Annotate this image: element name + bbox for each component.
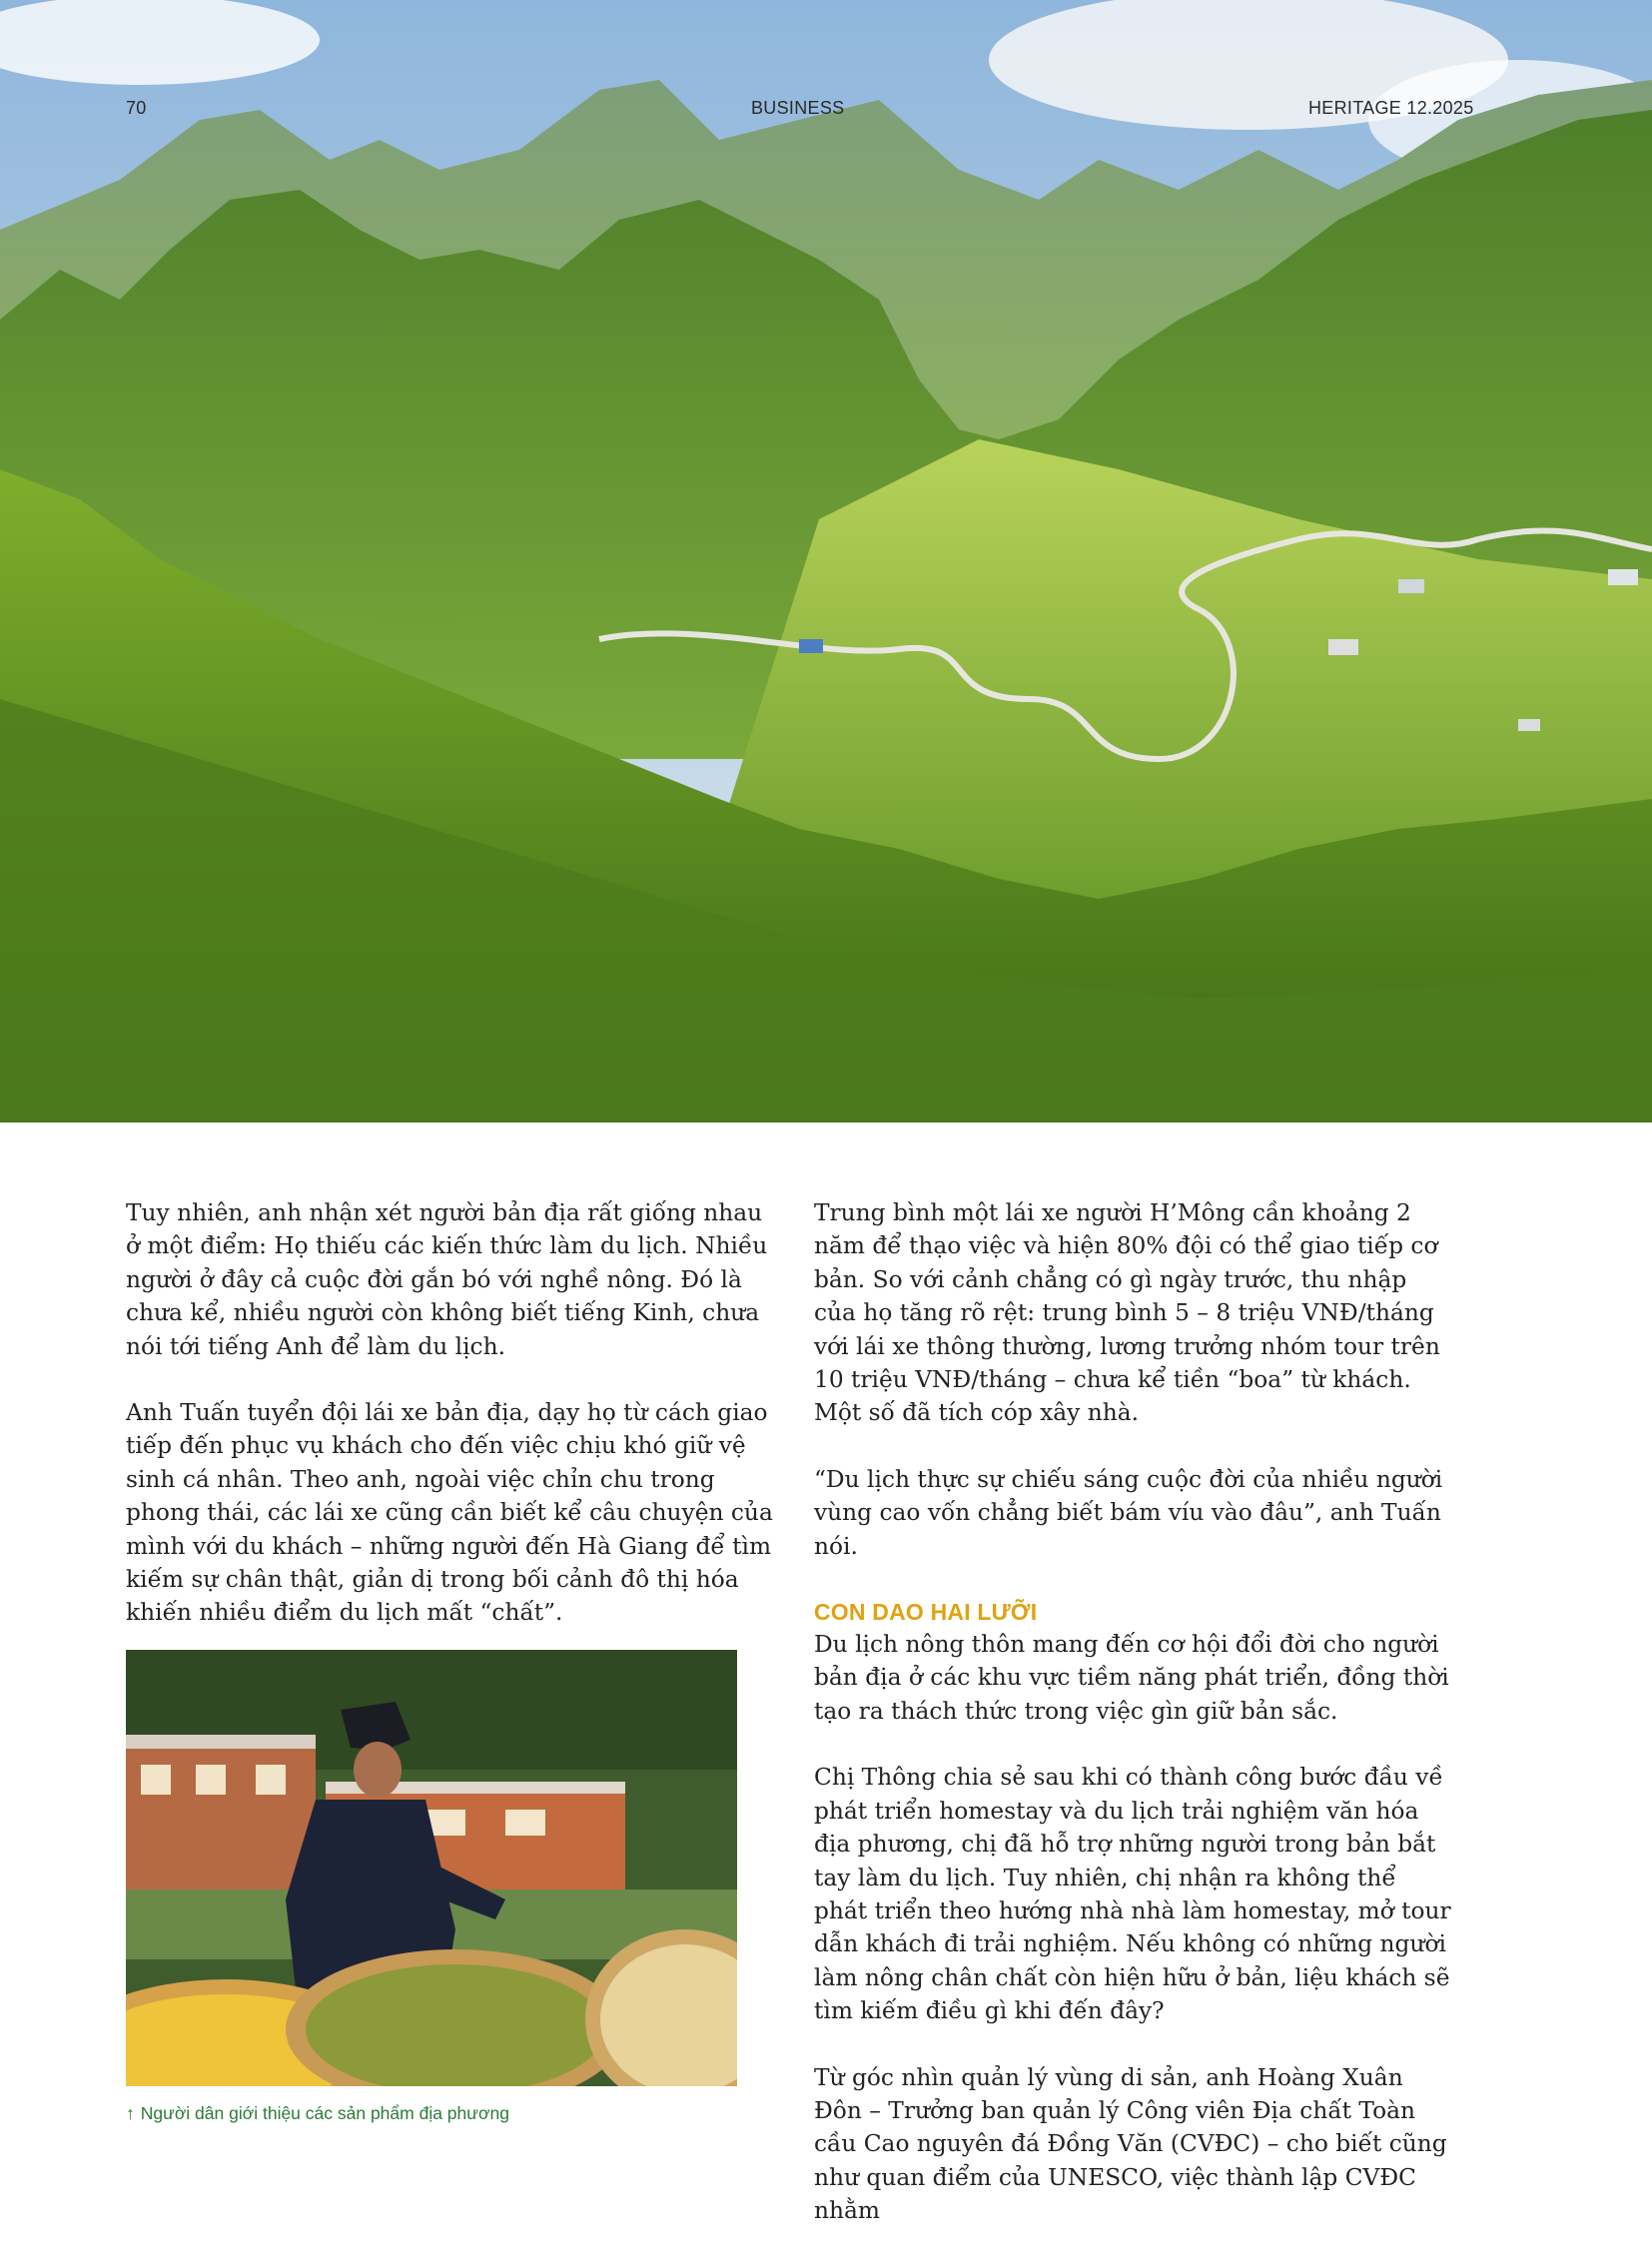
issue-label: HERITAGE 12.2025 (1308, 98, 1474, 118)
market-scene-illustration (126, 1650, 737, 2086)
caption-text: Người dân giới thiệu các sản phẩm địa phương (140, 2103, 509, 2123)
photo-caption (126, 2103, 509, 2124)
section-subheading: CON DAO HAI LƯỠI (814, 1599, 1038, 1626)
article-left-column (126, 1196, 775, 1663)
mountain-valley-illustration (0, 0, 1652, 1123)
paragraph: Chị Thông chia sẻ sau khi có thành công bước đầu về phát triển homestay và du lịch trải nghiệm văn hóa địa phương, chị đã hỗ trợ những người trong bản bắt tay làm du lịch. Tuy nhiên, chị nhận ra không thể phát triển theo hướng nhà nhà làm homestay, mở tour dẫn khách đi trải nghiệm. Nếu không có những người làm nông chân chất còn hiện hữu ở bản, liệu khách sẽ tìm kiếm điều gì khi đến đây? (814, 1764, 1451, 2025)
article-right-column (814, 1196, 1453, 2261)
hero-landscape-photo (0, 0, 1652, 1123)
paragraph: Anh Tuấn tuyển đội lái xe bản địa, dạy họ từ cách giao tiếp đến phục vụ khách cho đến việc chịu khó giữ vệ sinh cá nhân. Theo anh, ngoài việc chỉn chu trong phong thái, các lái xe cũng cần biết kể câu chuyện của mình với du khách – những người đến Hà Giang để tìm kiếm sự chân thật, giản dị trong bối cảnh đô thị hóa khiến nhiều điểm du lịch mất “chất”. (126, 1399, 773, 1627)
section-label: BUSINESS (751, 98, 845, 118)
paragraph: Từ góc nhìn quản lý vùng di sản, anh Hoàng Xuân Đôn – Trưởng ban quản lý Công viên Địa chất Toàn cầu Cao nguyên đá Đồng Văn (CVĐC) – cho biết cũng như quan điểm của UNESCO, việc thành lập CVĐC nhằm (814, 2063, 1447, 2225)
paragraph: Du lịch nông thôn mang đến cơ hội đổi đời cho người bản địa ở các khu vực tiềm năng phát triển, đồng thời tạo ra thách thức trong việc gìn giữ bản sắc. (814, 1631, 1449, 1725)
paragraph: Trung bình một lái xe người H’Mông cần khoảng 2 năm để thạo việc và hiện 80% đội có thể giao tiếp cơ bản. So với cảnh chẳng có gì ngày trước, thu nhập của họ tăng rõ rệt: trung bình 5 – 8 triệu VNĐ/tháng với lái xe thông thường, lương trưởng nhóm tour trên 10 triệu VNĐ/tháng – chưa kể tiền “boa” từ khách. Một số đã tích cóp xây nhà. (814, 1199, 1440, 1427)
page-number: 70 (126, 98, 147, 118)
inset-market-photo (126, 1650, 737, 2086)
paragraph: Tuy nhiên, anh nhận xét người bản địa rất giống nhau ở một điểm: Họ thiếu các kiến thức làm du lịch. Nhiều người ở đây cả cuộc đời gắn bó với nghề nông. Đó là chưa kể, nhiều người còn không biết tiếng Kinh, chưa nói tới tiếng Anh để làm du lịch. (126, 1199, 768, 1360)
quote-paragraph: “Du lịch thực sự chiếu sáng cuộc đời của nhiều người vùng cao vốn chẳng biết bám víu vào đâu”, anh Tuấn nói. (814, 1465, 1443, 1560)
arrow-up-icon: ↑ (126, 2103, 135, 2123)
